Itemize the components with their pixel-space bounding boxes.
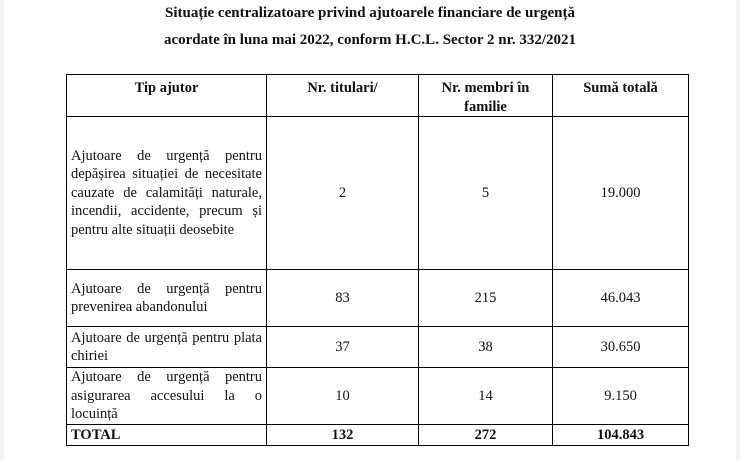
table-row — [67, 327, 689, 368]
cell-nr-membri: 14 — [419, 368, 553, 425]
aid-summary-table — [66, 74, 689, 446]
page-edge-right — [736, 0, 740, 460]
cell-suma: 9.150 — [553, 368, 689, 425]
total-label: TOTAL — [67, 425, 267, 446]
cell-tip-ajutor: Ajutoare de urgență pentru depășirea situației de necesitate cauzate de calamități naturale, incendii, accidente, precum și pentru alte situații deosebite — [67, 117, 267, 270]
header-nr-membri: Nr. membri în familie — [419, 75, 553, 117]
table-row — [67, 368, 689, 425]
cell-tip-ajutor: Ajutoare de urgență pentru asigurarea accesului la o locuință — [67, 368, 267, 425]
cell-nr-titulari: 37 — [267, 327, 419, 368]
table-row — [67, 270, 689, 327]
header-tip-ajutor: Tip ajutor — [67, 75, 267, 117]
header-suma-totala: Sumă totală — [553, 75, 689, 117]
cell-tip-ajutor: Ajutoare de urgență pentru plata chiriei — [67, 327, 267, 368]
cell-nr-titulari: 83 — [267, 270, 419, 327]
cell-suma: 19.000 — [553, 117, 689, 270]
table-row — [67, 117, 689, 270]
total-nr-titulari: 132 — [267, 425, 419, 446]
cell-nr-membri: 215 — [419, 270, 553, 327]
cell-nr-titulari: 10 — [267, 368, 419, 425]
cell-nr-titulari: 2 — [267, 117, 419, 270]
table-header-row — [67, 75, 689, 117]
cell-nr-membri: 5 — [419, 117, 553, 270]
document-title-line-2: acordate în luna mai 2022, conform H.C.L. Sector 2 nr. 332/2021 — [163, 32, 577, 48]
total-nr-membri: 272 — [419, 425, 553, 446]
table-total-row — [67, 425, 689, 446]
document-title-line-1: Situație centralizatoare privind ajutoarele financiare de urgență — [165, 5, 575, 21]
header-nr-titulari: Nr. titulari/ — [267, 75, 419, 117]
cell-suma: 30.650 — [553, 327, 689, 368]
cell-nr-membri: 38 — [419, 327, 553, 368]
page-edge-left — [0, 0, 4, 460]
cell-suma: 46.043 — [553, 270, 689, 327]
cell-tip-ajutor: Ajutoare de urgență pentru prevenirea abandonului — [67, 270, 267, 327]
total-suma: 104.843 — [553, 425, 689, 446]
